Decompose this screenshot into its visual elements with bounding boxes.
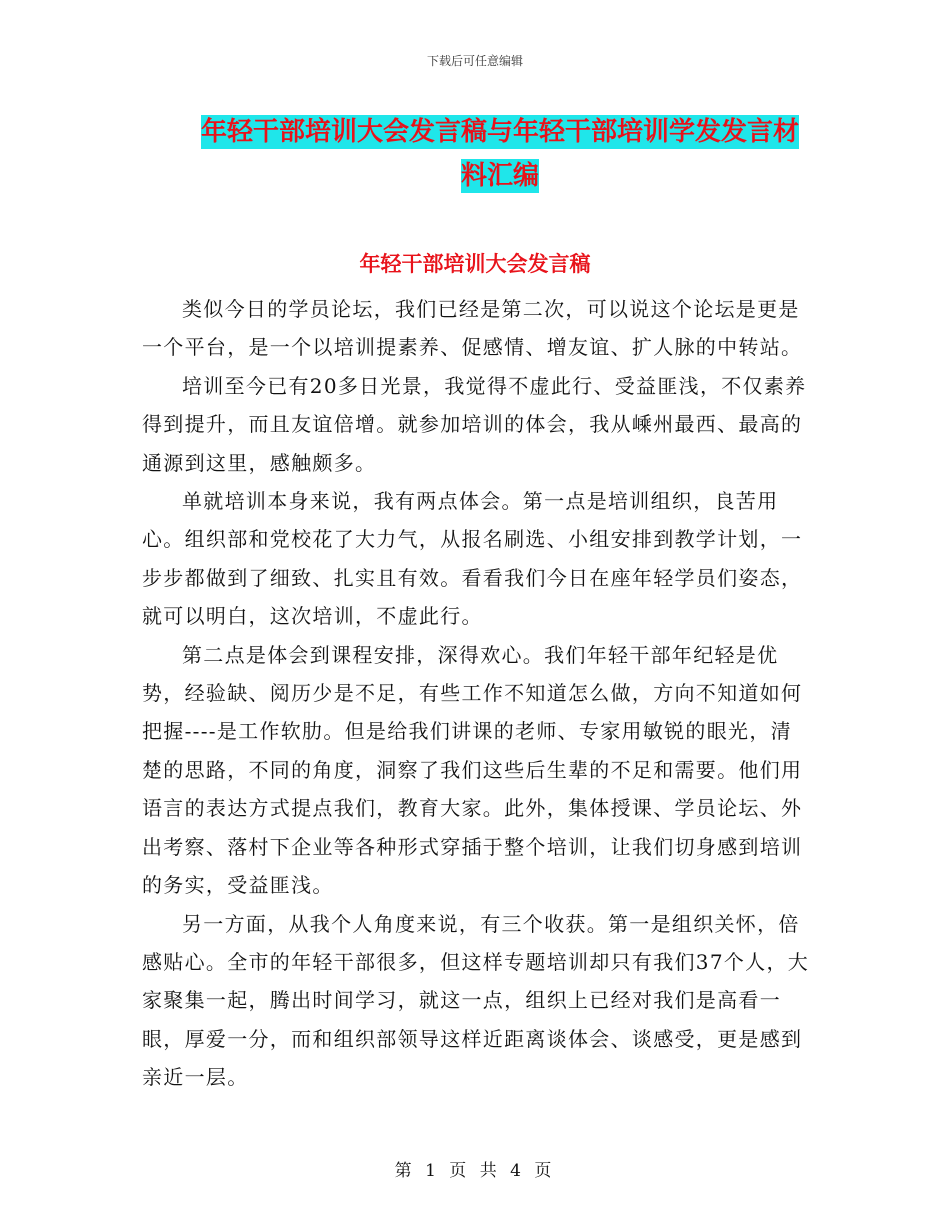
paragraph-1: 类似今日的学员论坛，我们已经是第二次，可以说这个论坛是更是一个平台，是一个以培训提素养、促感情、增友谊、扩人脉的中转站。 — [142, 297, 803, 360]
header-note: 下载后可任意编辑 — [426, 54, 523, 68]
paragraph-4: 第二点是体会到课程安排，深得欢心。我们年轻干部年纪轻是优势，经验缺、阅历少是不足，有些工作不知道怎么做，方向不知道如何把握----是工作软肋。但是给我们讲课的老师、专家用敏锐的眼光，清楚的思路，不同的角度，洞察了我们这些后生辈的不足和需要。他们用语言的表达方式提点我们，教育大家。此外，集体授课、学员论坛、外出考察、落村下企业等各种形式穿插于整个培训，让我们切身感到培训的务实，受益匪浅。 — [142, 642, 803, 898]
document-title-line-2: 料汇编 — [460, 161, 539, 191]
paragraph-5: 另一方面，从我个人角度来说，有三个收获。第一是组织关怀，倍感贴心。全市的年轻干部很多，但这样专题培训却只有我们37个人，大家聚集一起，腾出时间学习，就这一点，组织上已经对我们是高看一眼，厚爱一分，而和组织部领导这样近距离谈体会、谈感受，更是感到亲近一层。 — [142, 911, 810, 1090]
paragraph-2: 培训至今已有20多日光景，我觉得不虚此行、受益匪浅，不仅素养得到提升，而且友谊倍增。就参加培训的体会，我从嵊州最西、最高的通源到这里，感触颇多。 — [142, 373, 807, 475]
document-title — [190, 110, 810, 198]
paragraph-3: 单就培训本身来说，我有两点体会。第一点是培训组织，良苦用心。组织部和党校花了大力气，从报名刷选、小组安排到教学计划，一步步都做到了细致、扎实且有效。看看我们今日在座年轻学员们姿态，就可以明白，这次培训，不虚此行。 — [142, 489, 803, 629]
document-title-line-1: 年轻干部培训大会发言稿与年轻干部培训学发发言材 — [200, 117, 799, 147]
section-title: 年轻干部培训大会发言稿 — [359, 252, 591, 276]
document-body — [142, 290, 810, 1097]
page-number-footer: 第 1 页 共 4 页 — [394, 1161, 556, 1181]
